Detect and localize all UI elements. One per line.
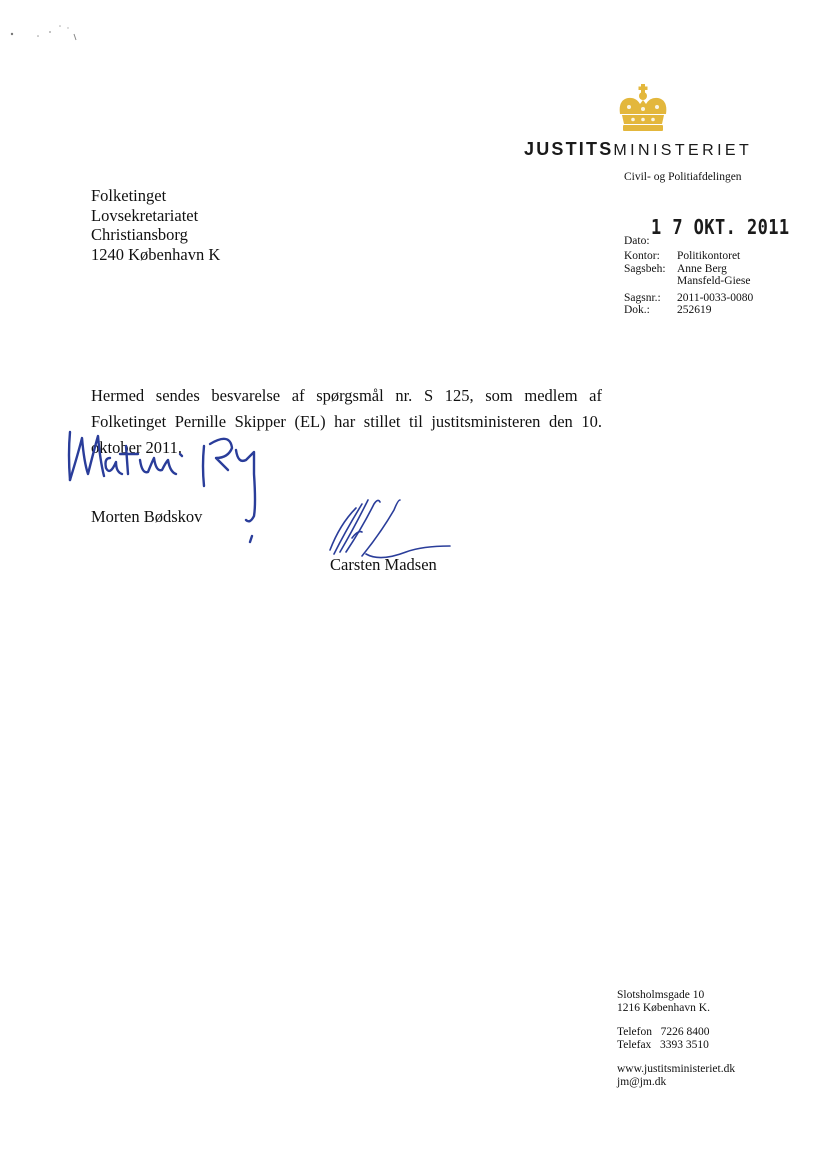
ministry-contact-footer <box>617 989 735 1089</box>
footer-city: 1216 København K. <box>617 1001 710 1014</box>
phone-number: 7226 8400 <box>660 1026 710 1039</box>
meta-value: Politikontoret <box>677 250 741 262</box>
letter-body: Hermed sendes besvarelse af spørgsmål nr. S 125, som medlem af Folketinget Pernille Skipper (EL) har stillet til justitsministeren den 10. oktober 2011. <box>91 386 602 457</box>
department-name: Civil- og Politiafdelingen <box>624 171 742 183</box>
meta-row-sagsbeh <box>624 263 777 288</box>
fax-number: 3393 3510 <box>659 1038 709 1051</box>
meta-label: Kontor: <box>624 250 660 262</box>
signature-morten-bodskov-icon <box>60 424 270 554</box>
brand-light: MINISTERIET <box>613 142 753 159</box>
meta-value: Anne Berg Mansfeld-Giese <box>677 262 751 287</box>
footer-fax-line <box>617 1039 735 1052</box>
signer-name-2: Carsten Madsen <box>330 555 437 574</box>
footer-online <box>617 1063 735 1088</box>
footer-phone-line <box>617 1026 735 1039</box>
meta-value: 252619 <box>677 304 712 316</box>
recipient-line: 1240 København K <box>91 244 221 264</box>
date-label: Dato: <box>624 235 650 247</box>
signer-name-1: Morten Bødskov <box>91 507 203 526</box>
meta-label: Sagsnr.: <box>624 291 661 304</box>
footer-email: jm@jm.dk <box>617 1075 667 1088</box>
signature-carsten-madsen-icon <box>322 494 462 564</box>
date-stamp: 1 7 OKT. 2011 <box>651 215 790 239</box>
footer-street: Slotsholmsgade 10 <box>617 989 705 1001</box>
recipient-address <box>91 186 220 264</box>
meta-row-sagsnr <box>624 292 777 305</box>
meta-label: Dok.: <box>624 304 650 316</box>
footer-website: www.justitsministeriet.dk <box>617 1063 736 1076</box>
footer-address <box>617 989 735 1014</box>
meta-value: 2011-0033-0080 <box>677 291 754 304</box>
brand-bold: JUSTITS <box>524 139 614 159</box>
recipient-line: Lovsekretariatet <box>91 205 199 225</box>
recipient-line: Christiansborg <box>91 225 188 244</box>
meta-label: Sagsbeh: <box>624 262 666 275</box>
fax-label: Telefax <box>617 1038 652 1051</box>
crown-logo-icon <box>614 84 672 132</box>
meta-row-kontor <box>624 250 777 263</box>
phone-label: Telefon <box>617 1026 652 1039</box>
case-metadata <box>624 250 777 317</box>
recipient-line: Folketinget <box>91 186 167 205</box>
ministry-wordmark <box>524 139 752 160</box>
footer-phones <box>617 1026 735 1051</box>
meta-row-dok <box>624 304 777 317</box>
scan-specks-decoration <box>4 18 94 48</box>
